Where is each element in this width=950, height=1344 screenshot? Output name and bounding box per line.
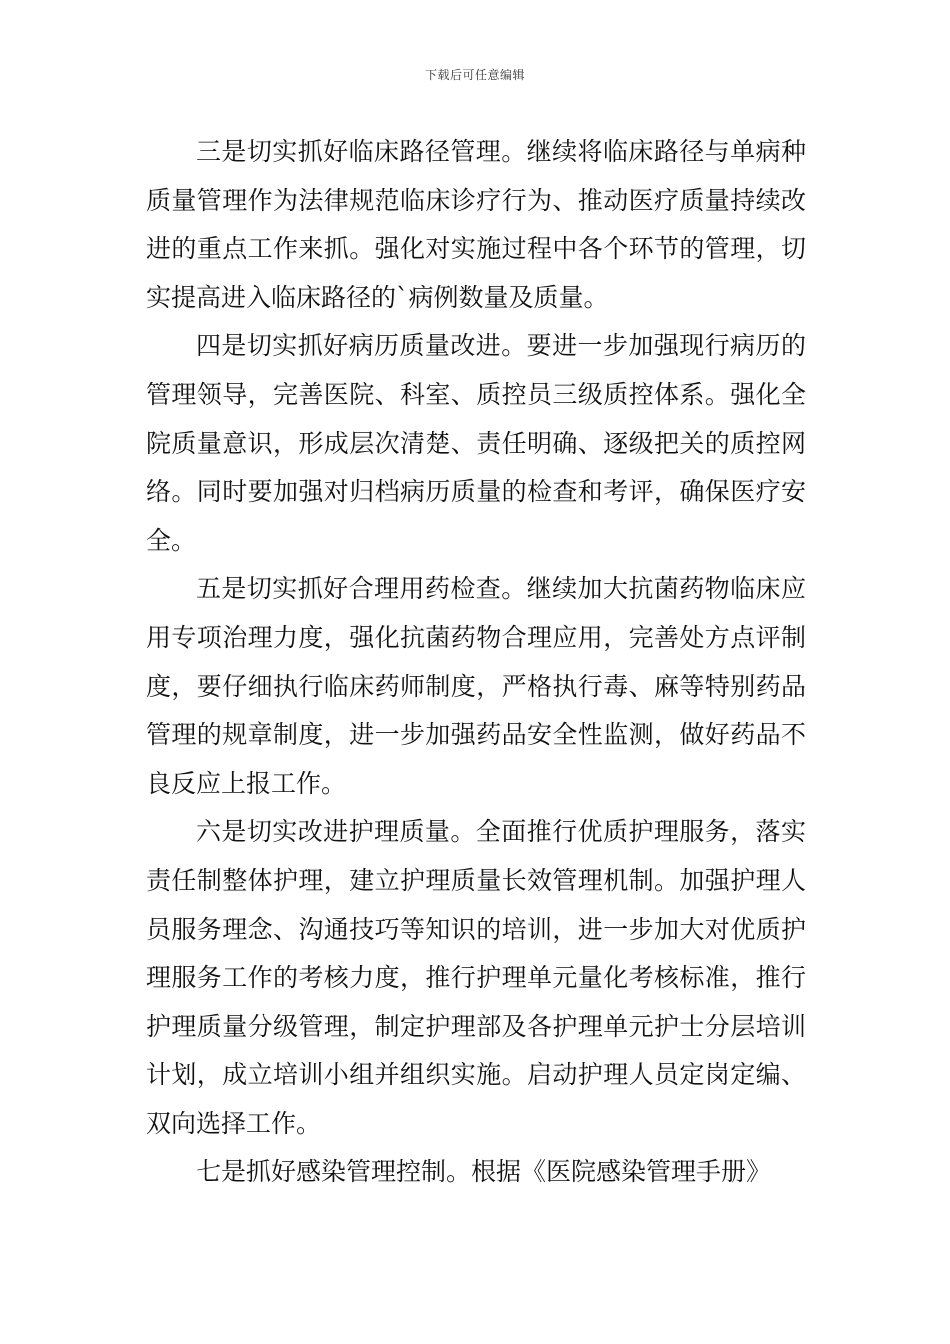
document-body	[146, 128, 806, 1197]
paragraph-clinical-pathway: 三是切实抓好临床路径管理。继续将临床路径与单病种质量管理作为法律规范临床诊疗行为、推动医疗质量持续改进的重点工作来抓。强化对实施过程中各个环节的管理，切实提高进入临床路径的`病例数量及质量。	[146, 137, 806, 312]
paragraph-infection-control: 七是抓好感染管理控制。根据《医院感染管理手册》	[196, 1157, 772, 1187]
page-header: 下载后可任意编辑	[424, 68, 525, 82]
paragraph-medical-records: 四是切实抓好病历质量改进。要进一步加强现行病历的管理领导，完善医院、科室、质控员三级质控体系。强化全院质量意识，形成层次清楚、责任明确、逐级把关的质控网络。同时要加强对归档病历质量的检查和考评，确保医疗安全。	[146, 331, 806, 555]
paragraph-nursing-quality: 六是切实改进护理质量。全面推行优质护理服务，落实责任制整体护理，建立护理质量长效管理机制。加强护理人员服务理念、沟通技巧等知识的培训，进一步加大对优质护理服务工作的考核力度，推行护理单元量化考核标准，推行护理质量分级管理，制定护理部及各护理单元护士分层培训计划，成立培训小组并组织实施。启动护理人员定岗定编、双向选择工作。	[146, 817, 806, 1138]
paragraph-rational-drug-use: 五是切实抓好合理用药检查。继续加大抗菌药物临床应用专项治理力度，强化抗菌药物合理应用，完善处方点评制度，要仔细执行临床药师制度，严格执行毒、麻等特别药品管理的规章制度，进一步加强药品安全性监测，做好药品不良反应上报工作。	[146, 574, 806, 798]
